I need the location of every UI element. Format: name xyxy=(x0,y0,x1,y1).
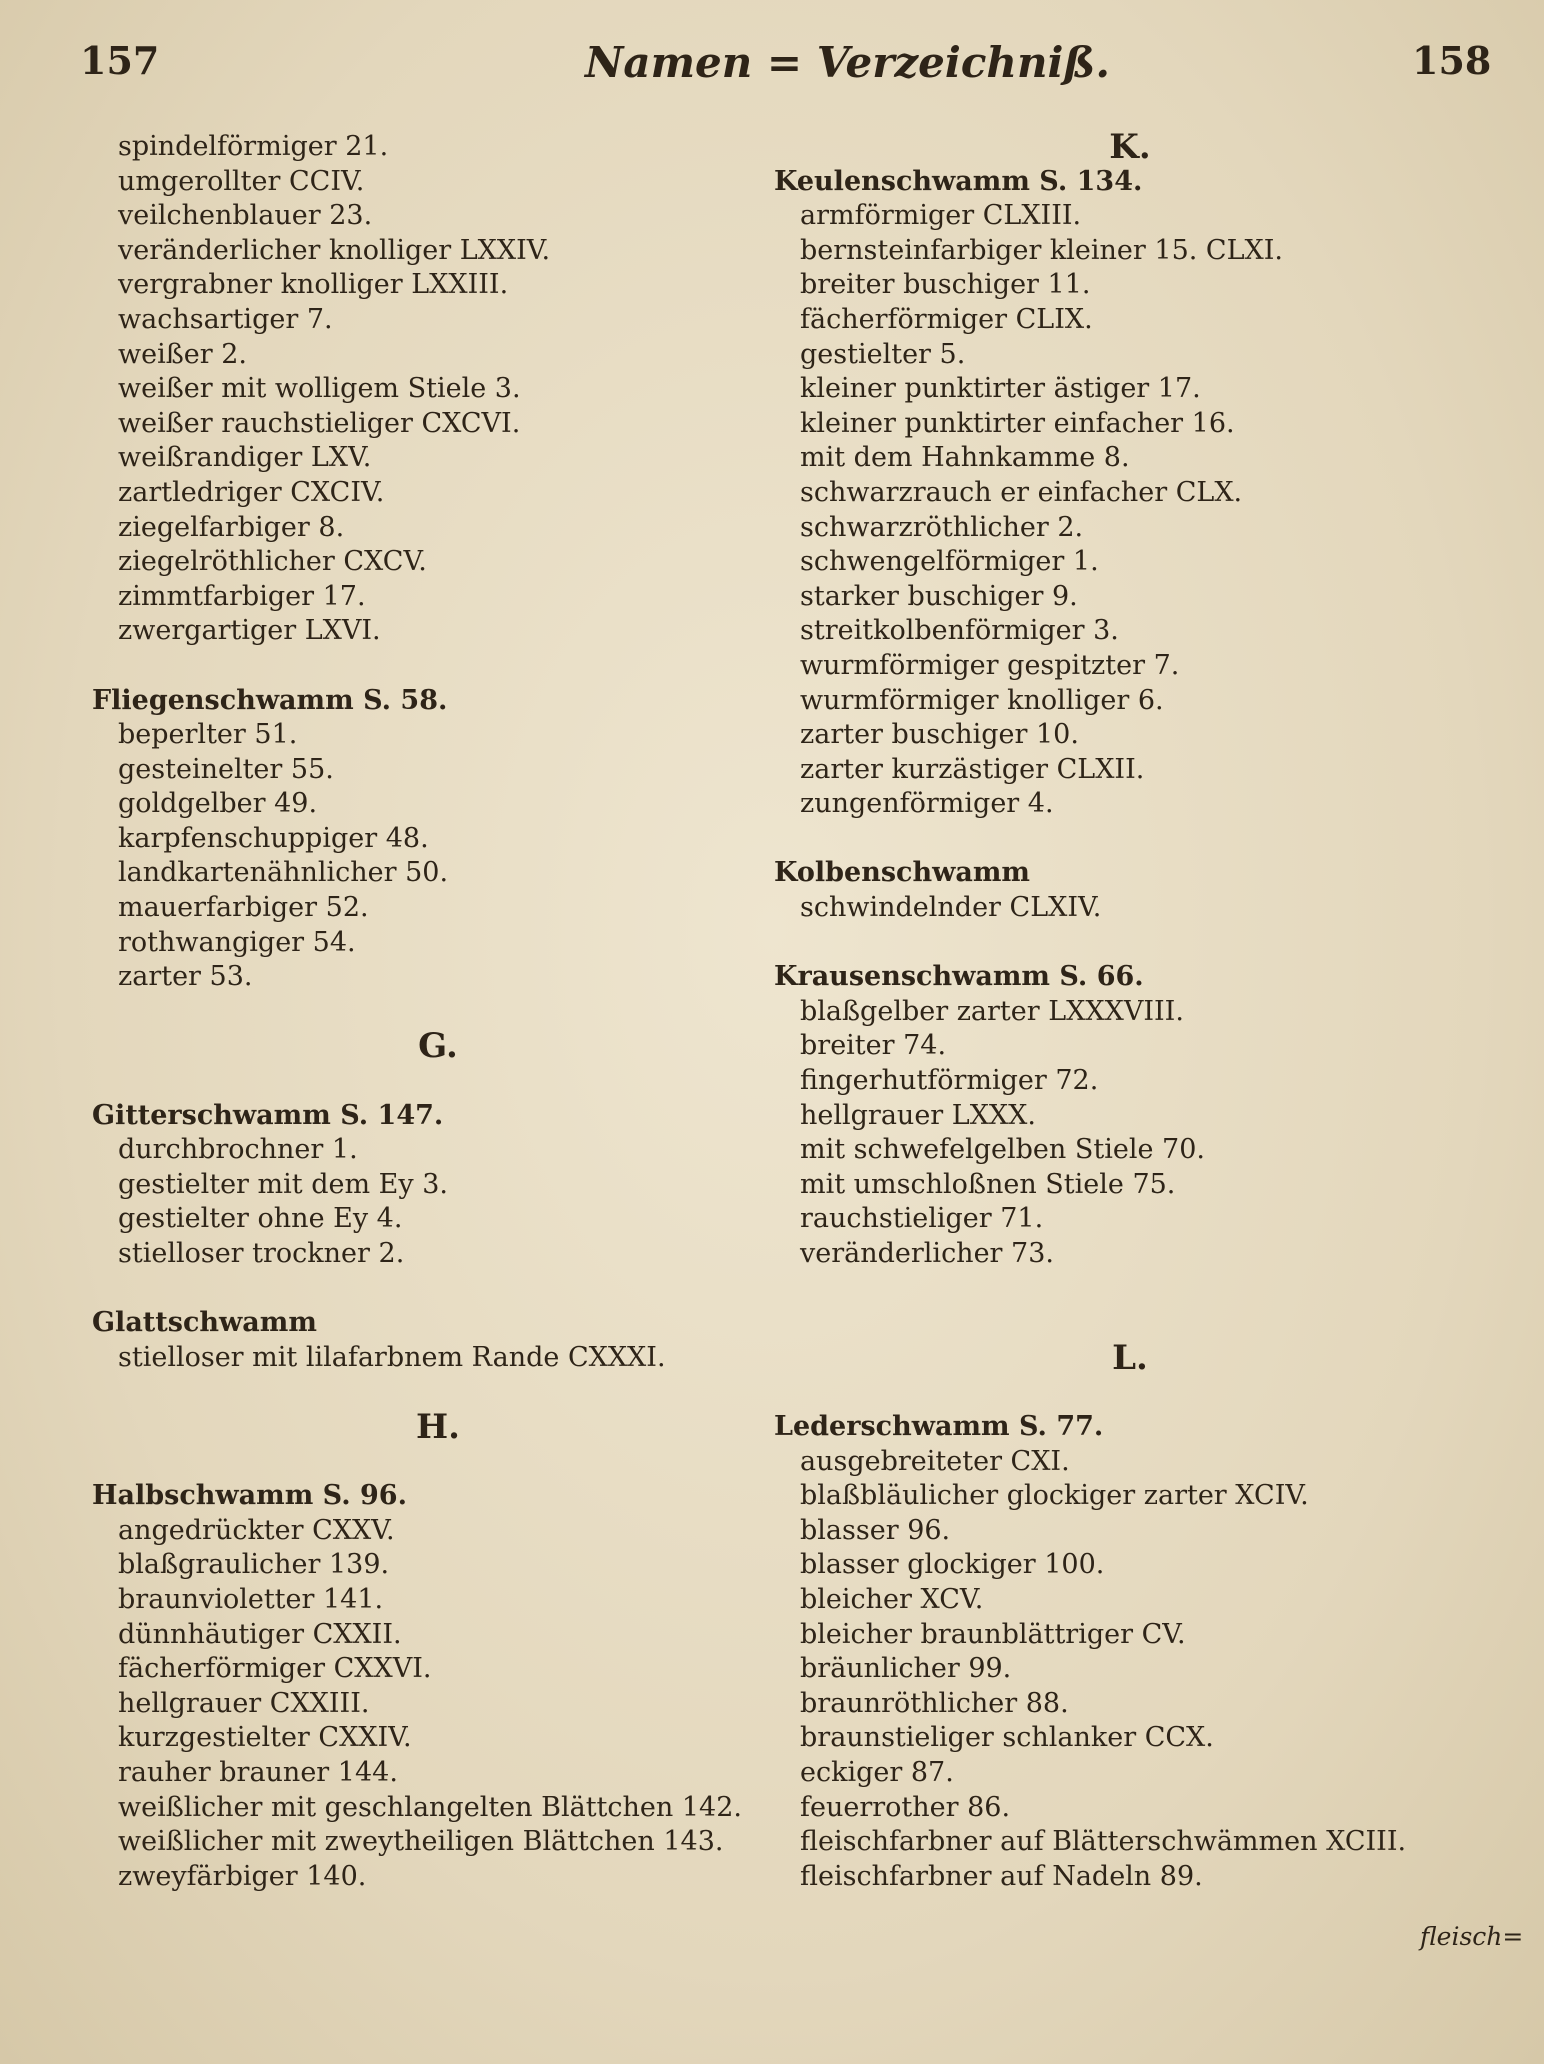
index-entry: umgerollter CCIV. xyxy=(118,165,365,197)
index-entry: mauerfarbiger 52. xyxy=(118,892,369,924)
spacer xyxy=(118,995,758,1030)
section-letter: L. xyxy=(1112,1337,1148,1378)
spacer xyxy=(118,1064,758,1099)
index-entry: gestielter mit dem Ey 3. xyxy=(118,1168,448,1200)
index-entry: weißlicher mit geschlangelten Blättchen 142. xyxy=(118,1791,742,1823)
index-entry: fleischfarbner auf Blätterschwämmen XCIII. xyxy=(800,1826,1407,1858)
index-entry: rothwangiger 54. xyxy=(118,926,356,958)
index-entry: ziegelfarbiger 8. xyxy=(118,511,345,543)
catchword: fleisch= xyxy=(1420,1922,1524,1951)
index-entry: hellgrauer LXXX. xyxy=(800,1099,1036,1131)
index-entry: breiter 74. xyxy=(800,1030,947,1062)
index-entry: durchbrochner 1. xyxy=(118,1134,358,1166)
index-entry: weißrandiger LXV. xyxy=(118,442,372,474)
index-entry: fächerförmiger CLIX. xyxy=(800,303,1093,335)
index-entry: blasser glockiger 100. xyxy=(800,1549,1105,1581)
index-entry: braunstieliger schlanker CCX. xyxy=(800,1722,1214,1754)
index-entry: bräunlicher 99. xyxy=(800,1653,1012,1685)
index-entry: veilchenblauer 23. xyxy=(118,200,373,232)
index-entry: landkartenähnlicher 50. xyxy=(118,857,449,889)
index-entry: starker buschiger 9. xyxy=(800,580,1078,612)
index-entry: fingerhutförmiger 72. xyxy=(800,1065,1099,1097)
index-heading: Krausenschwamm S. 66. xyxy=(774,961,1144,993)
index-entry: gestielter 5. xyxy=(800,338,966,370)
index-entry: veränderlicher 73. xyxy=(800,1238,1054,1269)
index-entry: schwarzröthlicher 2. xyxy=(800,511,1084,543)
index-heading: Keulenschwamm S. 134. xyxy=(774,165,1143,197)
index-heading: Gitterschwamm S. 147. xyxy=(92,1099,444,1131)
index-entry: stielloser trockner 2. xyxy=(118,1238,405,1269)
spacer xyxy=(118,649,758,684)
index-entry: schwengelförmiger 1. xyxy=(800,546,1099,578)
index-entry: braunröthlicher 88. xyxy=(800,1687,1069,1719)
index-entry: spindelförmiger 21. xyxy=(118,131,389,162)
index-column-right xyxy=(774,127,1460,1894)
index-entry: zungenförmiger 4. xyxy=(800,788,1054,820)
index-entry: gesteinelter 55. xyxy=(118,753,334,785)
index-entry: kurzgestielter CXXIV. xyxy=(118,1722,412,1754)
section-letter: H. xyxy=(416,1406,460,1447)
index-heading: Lederschwamm S. 77. xyxy=(774,1410,1104,1442)
index-entry: weißlicher mit zweytheiligen Blättchen 143. xyxy=(118,1826,724,1858)
index-heading: Kolbenschwamm xyxy=(774,857,1030,889)
index-entry: mit dem Hahnkamme 8. xyxy=(800,442,1130,474)
index-entry: weißer mit wolligem Stiele 3. xyxy=(118,373,521,405)
index-entry: armförmiger CLXIII. xyxy=(800,200,1082,232)
index-entry: rauchstieliger 71. xyxy=(800,1203,1044,1235)
index-entry: schwarzrauch er einfacher CLX. xyxy=(800,476,1243,508)
spacer xyxy=(118,1272,758,1307)
index-heading: Glattschwamm xyxy=(92,1307,317,1339)
spacer xyxy=(118,1375,758,1410)
index-entry: streitkolbenförmiger 3. xyxy=(800,615,1119,647)
spacer xyxy=(800,1375,1460,1410)
index-heading: Fliegenschwamm S. 58. xyxy=(92,684,448,716)
index-entry: zarter 53. xyxy=(118,961,253,993)
index-entry: zartledriger CXCIV. xyxy=(118,476,385,508)
section-letter: K. xyxy=(1109,127,1151,167)
index-entry: weißer rauchstieliger CXCVI. xyxy=(118,407,521,439)
index-entry: blaßgraulicher 139. xyxy=(118,1549,390,1581)
index-entry: kleiner punktirter ästiger 17. xyxy=(800,373,1201,405)
index-entry: angedrückter CXXV. xyxy=(118,1514,395,1546)
index-entry: kleiner punktirter einfacher 16. xyxy=(800,407,1235,439)
section-letter: G. xyxy=(418,1026,458,1067)
page-title: Namen = Verzeichniß. xyxy=(585,38,1110,87)
index-entry: weißer 2. xyxy=(118,338,247,370)
index-entry: bleicher braunblättriger CV. xyxy=(800,1618,1186,1650)
index-entry: blasser 96. xyxy=(800,1514,951,1546)
spacer xyxy=(800,1306,1460,1341)
index-entry: zarter kurzästiger CLXII. xyxy=(800,753,1145,785)
index-entry: ziegelröthlicher CXCV. xyxy=(118,546,427,578)
index-entry: wachsartiger 7. xyxy=(118,303,333,335)
index-entry: eckiger 87. xyxy=(800,1756,954,1788)
index-entry: goldgelber 49. xyxy=(118,788,318,820)
index-entry: stielloser mit lilafarbnem Rande CXXXI. xyxy=(118,1341,666,1373)
index-entry: ausgebreiteter CXI. xyxy=(800,1445,1070,1477)
index-entry: breiter buschiger 11. xyxy=(800,269,1091,301)
index-entry: gestielter ohne Ey 4. xyxy=(118,1203,403,1235)
index-entry: fleischfarbner auf Nadeln 89. xyxy=(800,1860,1203,1892)
index-entry: zwergartiger LXVI. xyxy=(118,615,381,647)
index-entry: mit umschloßnen Stiele 75. xyxy=(800,1168,1176,1200)
index-entry: hellgrauer CXXIII. xyxy=(118,1687,370,1719)
index-entry: blaßbläulicher glockiger zarter XCIV. xyxy=(800,1480,1309,1512)
index-entry: karpfenschuppiger 48. xyxy=(118,822,429,854)
spacer xyxy=(118,1445,758,1480)
index-entry: schwindelnder CLXIV. xyxy=(800,892,1102,924)
index-entry: rauher brauner 144. xyxy=(118,1756,398,1788)
index-entry: vergrabner knolliger LXXIII. xyxy=(118,269,509,301)
index-entry: fächerförmiger CXXVI. xyxy=(118,1653,432,1685)
spacer xyxy=(800,1272,1460,1307)
index-entry: bernsteinfarbiger kleiner 15. CLXI. xyxy=(800,234,1283,266)
index-entry: blaßgelber zarter LXXXVIII. xyxy=(800,995,1184,1027)
index-entry: mit schwefelgelben Stiele 70. xyxy=(800,1134,1205,1166)
spacer xyxy=(800,926,1460,961)
page-number-right: 158 xyxy=(1412,38,1492,83)
index-entry: dünnhäutiger CXXII. xyxy=(118,1618,402,1650)
index-entry: zimmtfarbiger 17. xyxy=(118,580,366,612)
page-number-left: 157 xyxy=(80,38,160,83)
index-entry: beperlter 51. xyxy=(118,719,298,751)
index-entry: veränderlicher knolliger LXXIV. xyxy=(118,234,551,266)
index-entry: zweyfärbiger 140. xyxy=(118,1860,367,1892)
spacer xyxy=(800,822,1460,857)
index-heading: Halbschwamm S. 96. xyxy=(92,1480,407,1512)
index-entry: bleicher XCV. xyxy=(800,1583,984,1615)
index-entry: wurmförmiger gespitzter 7. xyxy=(800,649,1180,681)
index-entry: feuerrother 86. xyxy=(800,1791,1011,1823)
index-entry: zarter buschiger 10. xyxy=(800,719,1079,751)
index-column-left xyxy=(92,130,758,1894)
index-entry: braunvioletter 141. xyxy=(118,1583,384,1615)
index-entry: wurmförmiger knolliger 6. xyxy=(800,684,1164,716)
